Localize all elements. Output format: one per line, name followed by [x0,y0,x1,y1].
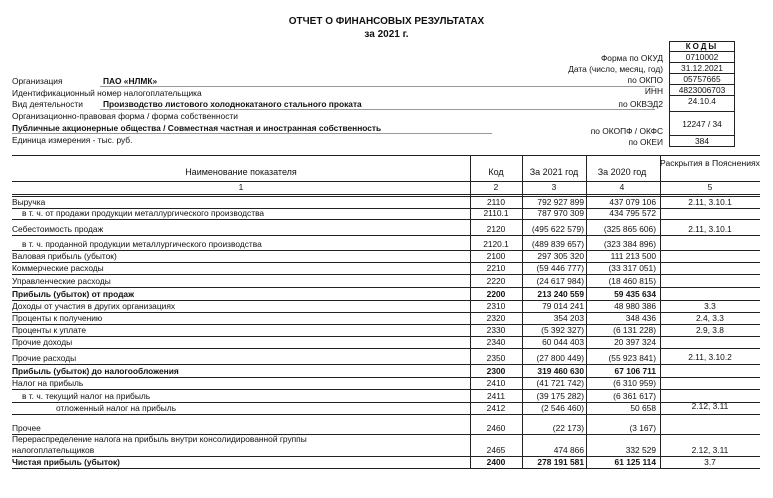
col-header-name: Наименование показателя [185,167,297,177]
row-note: 2.4, 3.3 [696,313,724,323]
row-label: Чистая прибыль (убыток) [12,457,120,467]
row-value-2020: 59 435 634 [614,289,656,299]
table-row-line [12,274,760,275]
row-value-2020: 437 079 106 [609,197,656,207]
row-value-2021: 787 970 309 [537,208,584,218]
row-code: 2210 [486,263,506,273]
row-code: 2120.1 [483,239,509,249]
col-number-5: 5 [707,182,713,192]
row-label: Проценты к получению [12,313,103,323]
merged-note-tax: 2.12, 3.11 [691,401,729,411]
row-label-line2: налогоплательщиков [12,445,95,455]
row-code: 2350 [486,353,506,363]
legal-form-underline [12,133,492,134]
table-row-line [12,235,760,236]
col-number-1: 1 [238,182,244,192]
row-code: 2410 [486,378,506,388]
row-value-2020: 20 397 324 [614,337,656,347]
row-note: 3.3 [704,301,716,311]
table-row-line [12,155,760,156]
activity-value: Производство листового холоднокатаного стального проката [103,99,362,109]
row-value-2021: (24 617 984) [536,276,584,286]
row-code: 2310 [486,301,506,311]
row-value-2020: (18 460 815) [608,276,656,286]
org-label: Организация [12,76,63,86]
row-value-2020: 348 436 [625,313,656,323]
row-value-2021: (22 173) [552,423,584,433]
row-label: Прочее [12,423,41,433]
row-value-2021: (59 446 777) [536,263,584,273]
taxid-label: Идентификационный номер налогоплательщика [12,88,202,98]
org-underline [100,86,655,87]
code-date: 31.12.2021 [669,63,735,74]
row-label: в т. ч. проданной продукции металлургического производства [22,239,262,249]
row-code: 2100 [486,251,506,261]
merged-note-other: 2.11, 3.10.2 [688,352,732,362]
row-label: Валовая прибыль (убыток) [12,251,117,261]
row-value-2020: 61 125 114 [614,457,656,467]
col-header-2020: За 2020 год [597,167,647,177]
row-value-2020: (6 361 617) [613,391,656,401]
code-label-date: Дата (число, месяц, год) [568,64,663,74]
row-code: 2330 [486,325,506,335]
row-value-2020: 434 795 572 [609,208,656,218]
row-value-2020: 67 106 711 [614,366,656,376]
row-value-2020: 332 529 [625,445,656,455]
activity-label: Вид деятельности [12,99,83,109]
row-note: 2.12, 3.11 [691,445,729,455]
row-value-2020: (3 167) [629,423,656,433]
col-number-2: 2 [493,182,499,192]
table-row-line [12,364,760,365]
row-label: отложенный налог на прибыль [56,403,177,413]
col-number-3: 3 [551,182,557,192]
code-okopf: 12247 / 34 [669,112,735,136]
row-value-2021: 319 460 630 [537,366,584,376]
row-label: Прочие доходы [12,337,73,347]
row-label: Прочие расходы [12,353,77,363]
table-row-line [12,414,760,415]
unit-label: Единица измерения - тыс. руб. [12,135,133,145]
table-row-line [12,194,760,195]
row-value-2020: (323 384 896) [603,239,656,249]
row-value-2021: (2 546 460) [541,403,584,413]
row-note: 2.11, 3.10.1 [688,224,732,234]
table-row-line [12,389,760,390]
row-value-2021: 297 305 320 [537,251,584,261]
code-label-okpo: по ОКПО [627,75,663,85]
table-row-line [12,468,760,469]
row-note: 2.9, 3.8 [696,325,724,335]
row-value-2021: (39 175 282) [536,391,584,401]
code-label-okopf: по ОКОПФ / ОКФС [590,126,663,136]
row-code: 2400 [486,457,506,467]
row-label: Себестоимость продаж [12,224,104,234]
codes-header: КОДЫ [685,42,719,51]
row-code: 2411 [486,391,505,401]
row-value-2020: (33 317 051) [608,263,656,273]
row-note: 2.11, 3.10.1 [688,197,732,207]
code-okpo: 05757665 [669,74,735,85]
row-code: 2220 [486,276,506,286]
code-label-inn: ИНН [644,86,663,96]
row-value-2020: (325 865 606) [603,224,656,234]
activity-underline [100,109,655,110]
col-header-2021: За 2021 год [529,167,579,177]
row-value-2021: 474 866 [553,445,584,455]
row-value-2021: 213 240 559 [537,289,584,299]
row-code: 2340 [486,337,506,347]
row-label: в т. ч. текущий налог на прибыль [22,391,151,401]
row-label: Выручка [12,197,46,207]
row-value-2021: (495 622 579) [531,224,584,234]
report-title: ОТЧЕТ О ФИНАНСОВЫХ РЕЗУЛЬТАТАХ [288,16,485,27]
row-label: Коммерческие расходы [12,263,104,273]
code-okved: 24.10.4 [669,96,735,112]
row-value-2020: 48 980 386 [614,301,656,311]
row-value-2021: 60 044 403 [542,337,584,347]
code-label-okved: по ОКВЭД2 [618,99,663,109]
row-label: Проценты к уплате [12,325,86,335]
row-value-2021: (489 839 657) [531,239,584,249]
row-code: 2120 [486,224,506,234]
code-inn: 4823006703 [669,85,735,96]
code-label-okud: Форма по ОКУД [600,53,663,63]
org-name: ПАО «НЛМК» [103,76,158,86]
row-value-2021: 278 191 581 [537,457,584,467]
table-row-line [12,287,760,288]
legal-form-value: Публичные акционерные общества / Совместная частная и иностранная собственность [12,123,382,133]
row-value-2020: 111 213 500 [610,251,656,261]
legal-form-label: Организационно-правовая форма / форма собственности [12,111,238,121]
table-row-line [12,181,760,182]
code-okud: 0710002 [669,52,735,63]
code-label-okei: по ОКЕИ [628,137,663,147]
row-label: Прибыль (убыток) от продаж [12,289,135,299]
code-okei: 384 [669,136,735,147]
row-code: 2110.1 [483,208,509,218]
row-label: Доходы от участия в других организациях [12,301,176,311]
row-note: 3.7 [704,457,716,467]
row-label: Прибыль (убыток) до налогообложения [12,366,179,376]
row-label: в т. ч. от продажи продукции металлургического производства [22,208,265,218]
col-number-4: 4 [619,182,625,192]
row-value-2020: (6 310 959) [613,378,656,388]
row-label: Управленческие расходы [12,276,111,286]
row-code: 2200 [486,289,506,299]
row-label: Налог на прибыль [12,378,84,388]
row-value-2021: 792 927 899 [537,197,584,207]
row-value-2021: 79 014 241 [542,301,584,311]
row-value-2020: (55 923 841) [608,353,656,363]
row-value-2021: (27 800 449) [536,353,584,363]
row-code: 2465 [486,445,506,455]
col-header-code: Код [488,167,504,177]
row-code: 2320 [486,313,506,323]
row-value-2021: 354 203 [553,313,584,323]
row-value-2020: 50 658 [630,403,656,413]
report-period: за 2021 г. [364,29,409,40]
row-code: 2300 [486,366,506,376]
table-row-line [12,219,760,220]
row-code: 2460 [486,423,506,433]
col-header-notes: Раскрытия в Пояснениях [660,158,760,168]
row-value-2020: (6 131 228) [613,325,656,335]
row-value-2021: (41 721 742) [536,378,584,388]
table-row-line [12,348,760,349]
row-label: Перераспределение налога на прибыль внутри консолидированной группы [12,434,307,444]
row-value-2021: (5 392 327) [541,325,584,335]
row-code: 2412 [486,403,506,413]
row-code: 2110 [486,197,505,207]
